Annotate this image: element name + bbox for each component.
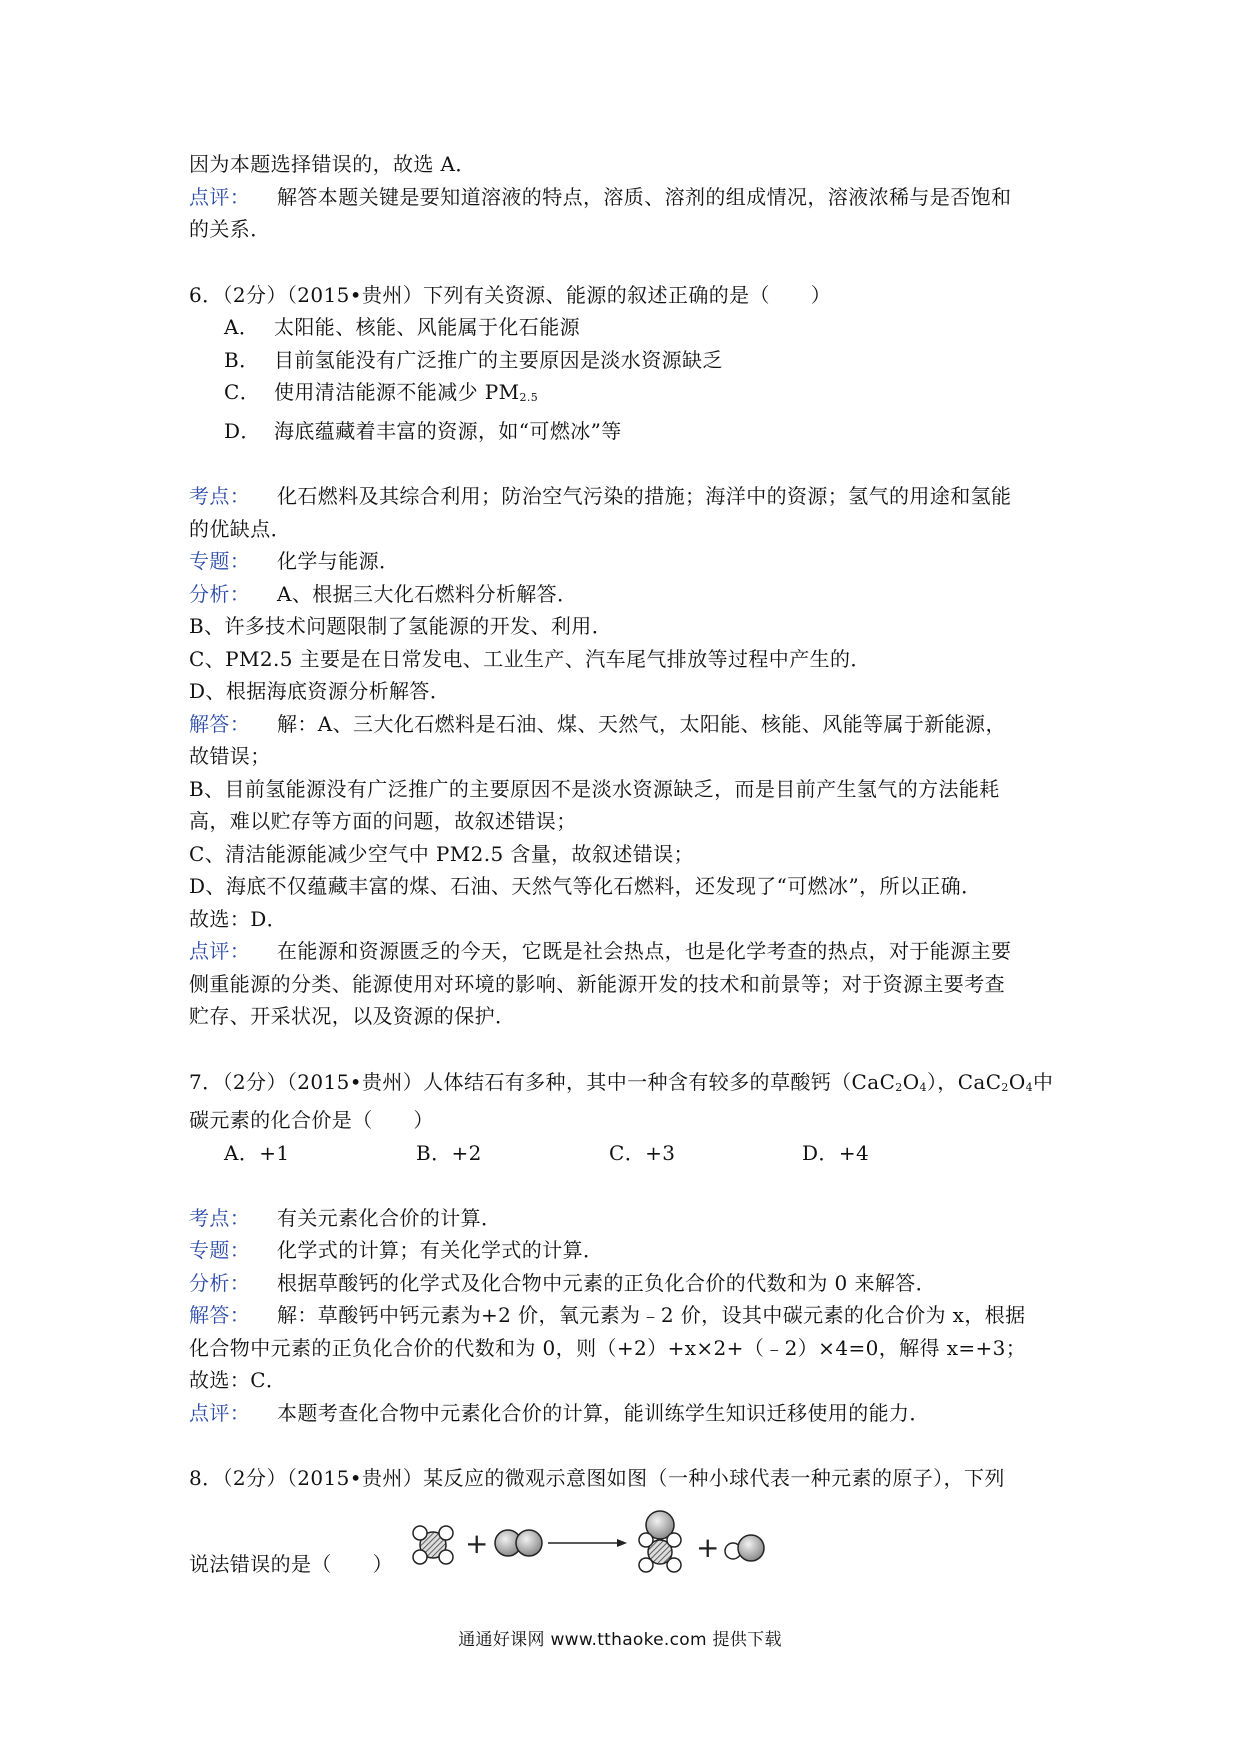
q7-stem-part: ），CaC [926, 1069, 1002, 1094]
kaodian-label: 考点： [189, 484, 251, 508]
fenxi-text: 根据草酸钙的化学式及化合物中元素的正负化合价的代数和为 0 来解答． [277, 1270, 937, 1295]
q7-stem [189, 1066, 1069, 1105]
jieda-label: 解答： [189, 711, 251, 736]
q6-jieda-line: 故错误； [189, 744, 271, 768]
pingping-text: 在能源和资源匮乏的今天，它既是社会热点，也是化学考查的热点，对于能源主要 [277, 939, 1012, 963]
q7-option-d: D．+4 [802, 1140, 870, 1165]
review-label: 点评： [189, 184, 251, 209]
q6-fenxi [189, 578, 1069, 611]
q6-option-a [189, 311, 1069, 344]
fenxi-label: 分析： [189, 581, 251, 606]
q6-option-c [189, 376, 1069, 415]
subscript: 4 [1025, 1080, 1034, 1094]
q6-pingping-line: 贮存、开采状况，以及资源的保护． [189, 1004, 516, 1028]
option-text: 太阳能、核能、风能属于化石能源 [274, 315, 580, 339]
fenxi-label: 分析： [189, 1270, 251, 1295]
q7-options [189, 1137, 1069, 1169]
option-text: 目前氢能没有广泛推广的主要原因是淡水资源缺乏 [274, 347, 723, 372]
q7-option-b: B．+2 [416, 1140, 482, 1165]
zhuanti-text: 化学式的计算；有关化学式的计算． [277, 1238, 604, 1262]
q7-option-c: C．+3 [609, 1140, 676, 1165]
option-key: C． [224, 380, 261, 404]
zhuanti-label: 专题： [189, 549, 251, 573]
content [189, 148, 1069, 1585]
pingping-label: 点评： [189, 939, 251, 963]
reaction-diagram [403, 1495, 943, 1585]
q6-fenxi-line: C、PM2.5 主要是在日常发电、工业生产、汽车尾气排放等过程中产生的． [189, 646, 871, 671]
q7-fenxi [189, 1267, 1069, 1300]
q7-zhuanti [189, 1234, 1069, 1267]
q7-stem-cont: 碳元素的化合价是（ ） [189, 1108, 434, 1132]
q6-kaodian [189, 480, 1069, 513]
q7-jieda-line: 故选：C． [189, 1368, 287, 1392]
subscript: 2 [1001, 1080, 1009, 1094]
option-key: D． [224, 418, 261, 443]
q6-jieda-line: D、海底不仅蕴藏丰富的煤、石油、天然气等化石燃料，还发现了“可燃冰”，所以正确． [189, 874, 982, 898]
molecule-product-1 [639, 1511, 681, 1572]
intro-line: 因为本题选择错误的，故选 A． [189, 152, 476, 176]
jieda-label: 解答： [189, 1303, 251, 1327]
zhuanti-text: 化学与能源． [277, 549, 400, 573]
q6-fenxi-line: B、许多技术问题限制了氢能源的开发、利用． [189, 614, 613, 638]
option-key: B． [224, 347, 260, 372]
zhuanti-label: 专题： [189, 1238, 251, 1262]
option-text: 使用清洁能源不能减少 PM [274, 380, 520, 404]
q7-jieda [189, 1299, 1069, 1332]
q6-kaodian-cont: 的优缺点． [189, 516, 291, 541]
q6-option-b [189, 344, 1069, 377]
subscript: 4 [919, 1080, 927, 1094]
q7-option-a: A．+1 [224, 1140, 290, 1165]
jieda-text: 解：草酸钙中钙元素为+2 价，氧元素为﹣2 价，设其中碳元素的化合价为 x，根据 [277, 1303, 1026, 1327]
kaodian-text: 有关元素化合价的计算． [277, 1205, 502, 1230]
option-text: 海底蕴藏着丰富的资源，如“可燃冰”等 [274, 418, 622, 443]
q6-jieda-line: 高，难以贮存等方面的问题，故叙述错误； [189, 809, 577, 833]
molecule-reactant-1 [413, 1526, 453, 1564]
q7-stem-part: 7．（2分）（2015•贵州）人体结石有多种，其中一种含有较多的草酸钙（CaC [189, 1069, 896, 1094]
kaodian-text: 化石燃料及其综合利用；防治空气污染的措施；海洋中的资源；氢气的用途和氢能 [277, 484, 1012, 508]
reaction-arrow [548, 1539, 627, 1547]
q6-stem: 6．（2分）（2015•贵州）下列有关资源、能源的叙述正确的是（ ） [189, 282, 832, 307]
page-footer: 通通好课网 www.tthaoke.com 提供下载 [458, 1630, 782, 1650]
q7-pingping [189, 1397, 1069, 1430]
q6-option-d [189, 415, 1069, 448]
q8-stem-cont: 说法错误的是（ ） [189, 1551, 393, 1576]
q6-jieda-line: C、清洁能源能减少空气中 PM2.5 含量，故叙述错误； [189, 841, 694, 866]
subscript: 2 [895, 1080, 903, 1094]
q7-stem-part: O [902, 1069, 920, 1094]
q6-pingping-line: 侧重能源的分类、能源使用对环境的影响、新能源开发的技术和前景等；对于资源主要考查 [189, 971, 1005, 996]
q6-pingping [189, 935, 1069, 968]
jieda-text: 解：A、三大化石燃料是石油、煤、天然气，太阳能、核能、风能等属于新能源， [277, 711, 1006, 736]
plus-sign: + [696, 1530, 720, 1564]
q6-zhuanti [189, 545, 1069, 578]
plus-sign: + [465, 1526, 489, 1560]
review-line [189, 181, 1069, 214]
q7-stem-part: O [1008, 1069, 1026, 1094]
review-cont: 的关系． [189, 217, 271, 241]
q6-jieda-line: B、目前氢能源没有广泛推广的主要原因不是淡水资源缺乏，而是目前产生氢气的方法能耗 [189, 776, 1000, 801]
pingping-text: 本题考查化合物中元素化合价的计算，能训练学生知识迁移使用的能力． [277, 1400, 930, 1425]
molecule-product-2 [725, 1535, 764, 1561]
q8-diagram-row [189, 1495, 1069, 1585]
q7-kaodian [189, 1202, 1069, 1235]
molecule-reactant-2 [495, 1530, 542, 1556]
q7-jieda-line: 化合物中元素的正负化合价的代数和为 0，则（+2）+x×2+（﹣2）×4=0，解得 x=+3； [189, 1335, 1027, 1360]
q8-stem: 8．（2分）（2015•贵州）某反应的微观示意图如图（一种小球代表一种元素的原子），下列 [189, 1466, 1005, 1490]
pm-subscript: 2.5 [519, 391, 539, 404]
fenxi-text: A、根据三大化石燃料分析解答． [277, 581, 578, 606]
option-key: A． [224, 315, 260, 339]
q7-stem-part: 中 [1033, 1069, 1054, 1094]
kaodian-label: 考点： [189, 1205, 251, 1230]
q6-fenxi-line: D、根据海底资源分析解答． [189, 679, 451, 703]
review-text: 解答本题关键是要知道溶液的特点，溶质、溶剂的组成情况，溶液浓稀与是否饱和 [277, 184, 1012, 209]
q6-jieda-line: 故选：D． [189, 906, 288, 931]
q6-jieda [189, 708, 1069, 741]
pingping-label: 点评： [189, 1400, 251, 1425]
